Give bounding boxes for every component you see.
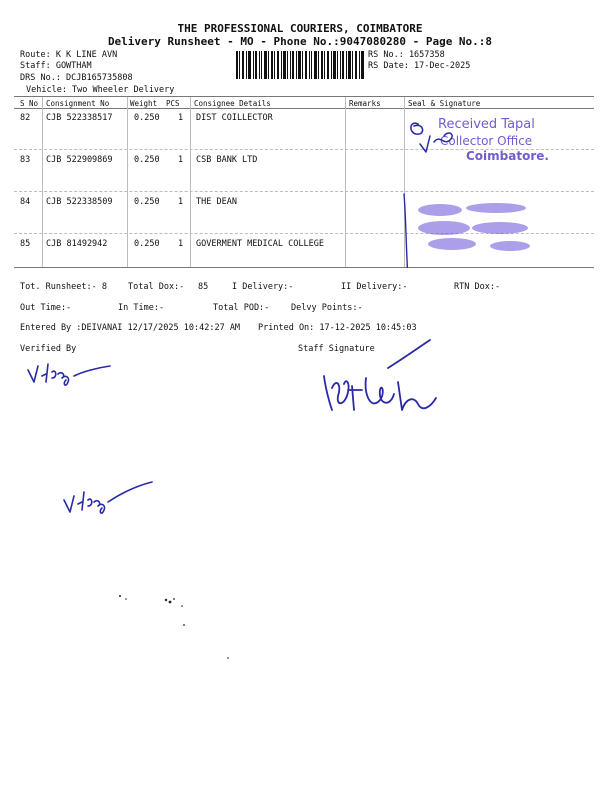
- total-runsheet: Tot. Runsheet:- 8: [20, 282, 107, 292]
- col-header-remarks: Remarks: [349, 99, 381, 108]
- row-weight: 0.250: [134, 155, 160, 165]
- out-time: Out Time:-: [20, 303, 72, 313]
- row-sno: 85: [20, 239, 31, 249]
- rtn-dox: RTN Dox:-: [454, 282, 501, 292]
- row-consignment: CJB 522338517: [46, 113, 113, 123]
- blurred-seal-image: [400, 188, 560, 268]
- row-consignee: GOVERMENT MEDICAL COLLEGE: [196, 239, 324, 249]
- staff-signature-label: Staff Signature: [298, 344, 375, 354]
- total-dox-label: Total Dox:-: [128, 282, 185, 292]
- row-consignment: CJB 81492942: [46, 239, 108, 249]
- i-delivery: I Delivery:-: [232, 282, 294, 292]
- row-consignee: THE DEAN: [196, 197, 237, 207]
- row-sno: 82: [20, 113, 31, 123]
- col-header-seal: Seal & Signature: [408, 99, 481, 108]
- handwritten-mark: [60, 478, 160, 523]
- printed-on: Printed On: 17-12-2025 10:45:03: [258, 323, 417, 333]
- vehicle-label: Vehicle: Two Wheeler Delivery: [26, 85, 175, 95]
- received-stamp-line3: Coimbatore.: [466, 149, 549, 163]
- row-weight: 0.250: [134, 113, 160, 123]
- row-weight: 0.250: [134, 239, 160, 249]
- verified-by-signature: [22, 354, 122, 394]
- verified-by-label: Verified By: [20, 344, 77, 354]
- col-header-sno: S No: [20, 99, 39, 108]
- col-header-consignee: Consignee Details: [194, 99, 271, 108]
- table-top-rule: [14, 96, 594, 97]
- row-pcs: 1: [178, 197, 184, 207]
- row-pcs: 1: [178, 155, 184, 165]
- company-title: THE PROFESSIONAL COURIERS, COIMBATORE: [177, 22, 423, 35]
- row-weight: 0.250: [134, 197, 160, 207]
- col-header-pcs: PCS: [166, 99, 180, 108]
- col-divider: [345, 97, 346, 267]
- received-stamp-line1: Received Tapal: [438, 117, 535, 132]
- stamp-initials-scribble: [400, 112, 480, 172]
- runsheet-subtitle: Delivery Runsheet - MO - Phone No.:9047080280 - Page No.:8: [107, 35, 493, 48]
- table-header-rule: [14, 108, 594, 109]
- total-dox-value: 85: [198, 282, 209, 292]
- scan-speckles: [110, 590, 230, 670]
- col-divider: [190, 97, 191, 267]
- col-header-consignment: Consignment No: [46, 99, 110, 108]
- row-consignment: CJB 522338509: [46, 197, 113, 207]
- row-consignee: DIST COILLECTOR: [196, 113, 273, 123]
- col-divider: [127, 97, 128, 267]
- delvy-points: Delvy Points:-: [291, 303, 363, 313]
- row-pcs: 1: [178, 239, 184, 249]
- received-stamp-line2: Collector Office: [440, 134, 533, 148]
- row-consignment: CJB 522909869: [46, 155, 113, 165]
- row-consignee: CSB BANK LTD: [196, 155, 258, 165]
- row-sno: 83: [20, 155, 31, 165]
- rs-number: RS No.: 1657358: [368, 50, 445, 60]
- route-label: Route: K K LINE AVN: [20, 50, 118, 60]
- rs-date: RS Date: 17-Dec-2025: [368, 61, 471, 71]
- row-pcs: 1: [178, 113, 184, 123]
- entered-by: Entered By :DEIVANAI 12/17/2025 10:42:27 AM: [20, 323, 241, 333]
- drs-number: DRS No.: DCJB165735808: [20, 73, 133, 83]
- in-time: In Time:-: [118, 303, 165, 313]
- staff-signature-image: [318, 338, 448, 418]
- ii-delivery: II Delivery:-: [341, 282, 408, 292]
- col-divider: [42, 97, 43, 267]
- row-sno: 84: [20, 197, 31, 207]
- staff-label: Staff: GOWTHAM: [20, 61, 92, 71]
- barcode-image: [236, 51, 364, 79]
- col-header-weight: Weight: [130, 99, 158, 108]
- total-pod: Total POD:-: [213, 303, 270, 313]
